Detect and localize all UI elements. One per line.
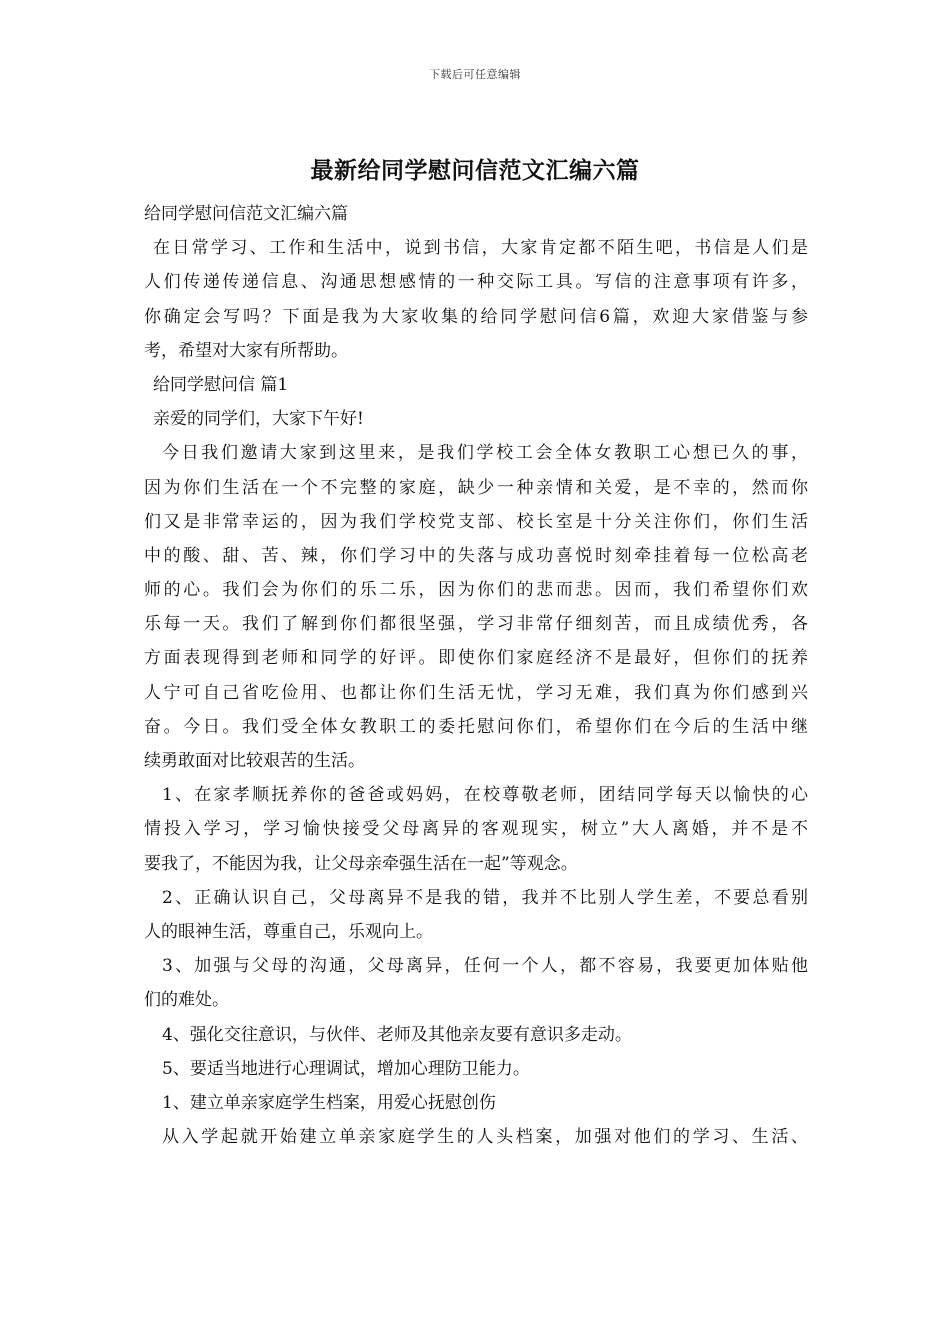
subtitle-line: 给同学慰问信范文汇编六篇	[144, 204, 348, 224]
paragraph-line: 们又是非常幸运的，因为我们学校党支部、校长室是十分关注你们，你们生活	[144, 511, 808, 532]
paragraph-line: 因为你们生活在一个不完整的家庭，缺少一种亲情和关爱，是不幸的，然而你	[144, 477, 808, 498]
list-item: 1、在家孝顺抚养你的爸爸或妈妈，在校尊敬老师，团结同学每天以愉快的心	[162, 785, 808, 806]
paragraph-line: 从入学起就开始建立单亲家庭学生的人头档案，加强对他们的学习、生活、	[162, 1127, 808, 1148]
paragraph-line: 乐每一天。我们了解到你们都很坚强，学习非常仔细刻苦，而且成绩优秀，各	[144, 614, 808, 635]
paragraph-line: 今日我们邀请大家到这里来，是我们学校工会全体女教职工心想已久的事，	[162, 443, 808, 464]
paragraph-line: 你确定会写吗？下面是我为大家收集的给同学慰问信6篇，欢迎大家借鉴与参	[144, 306, 808, 327]
paragraph-line: 奋。今日。我们受全体女教职工的委托慰问你们，希望你们在今后的生活中继	[144, 716, 808, 737]
paragraph-line: 方面表现得到老师和同学的好评。即使你们家庭经济不是最好，但你们的抚养	[144, 648, 808, 669]
document-body	[144, 197, 808, 1154]
paragraph-line: 续勇敢面对比较艰苦的生活。	[144, 751, 365, 771]
paragraph-line: 们的难处。	[144, 990, 229, 1011]
list-item: 1、建立单亲家庭学生档案，用爱心抚慰创伤	[162, 1092, 496, 1113]
paragraph-line: 要我了，不能因为我，让父母亲牵强生活在一起”等观念。	[144, 853, 578, 874]
paragraph-line: 在日常学习、工作和生活中，说到书信，大家肯定都不陌生吧，书信是人们是	[153, 238, 808, 259]
list-item: 5、要适当地进行心理调试，增加心理防卫能力。	[162, 1058, 530, 1079]
section-heading: 给同学慰问信 篇1	[153, 374, 289, 395]
paragraph-line: 中的酸、甜、苦、辣，你们学习中的失落与成功喜悦时刻牵挂着每一位松高老	[144, 545, 808, 566]
list-item: 3、加强与父母的沟通，父母离异，任何一个人，都不容易，我要更加体贴他	[162, 956, 808, 977]
list-item: 2、正确认识自己，父母离异不是我的错，我并不比别人学生差，不要总看别	[162, 887, 808, 908]
paragraph-line: 情投入学习，学习愉快接受父母离异的客观现实，树立”大人离婚，并不是不	[144, 819, 808, 840]
document-title: 最新给同学慰问信范文汇编六篇	[310, 157, 640, 184]
greeting-line: 亲爱的同学们，大家下午好!	[153, 409, 364, 430]
header-note: 下载后可任意编辑	[429, 68, 521, 81]
list-item: 4、强化交往意识，与伙伴、老师及其他亲友要有意识多走动。	[162, 1024, 632, 1045]
paragraph-line: 师的心。我们会为你们的乐二乐，因为你们的悲而悲。因而，我们希望你们欢	[144, 580, 808, 601]
paragraph-line: 人的眼神生活，尊重自己，乐观向上。	[144, 921, 433, 942]
paragraph-line: 人们传递传递信息、沟通思想感情的一种交际工具。写信的注意事项有许多，	[144, 272, 808, 293]
paragraph-line: 人宁可自己省吃俭用、也都让你们生活无忧，学习无难，我们真为你们感到兴	[144, 682, 808, 703]
paragraph-line: 考，希望对大家有所帮助。	[144, 340, 348, 361]
